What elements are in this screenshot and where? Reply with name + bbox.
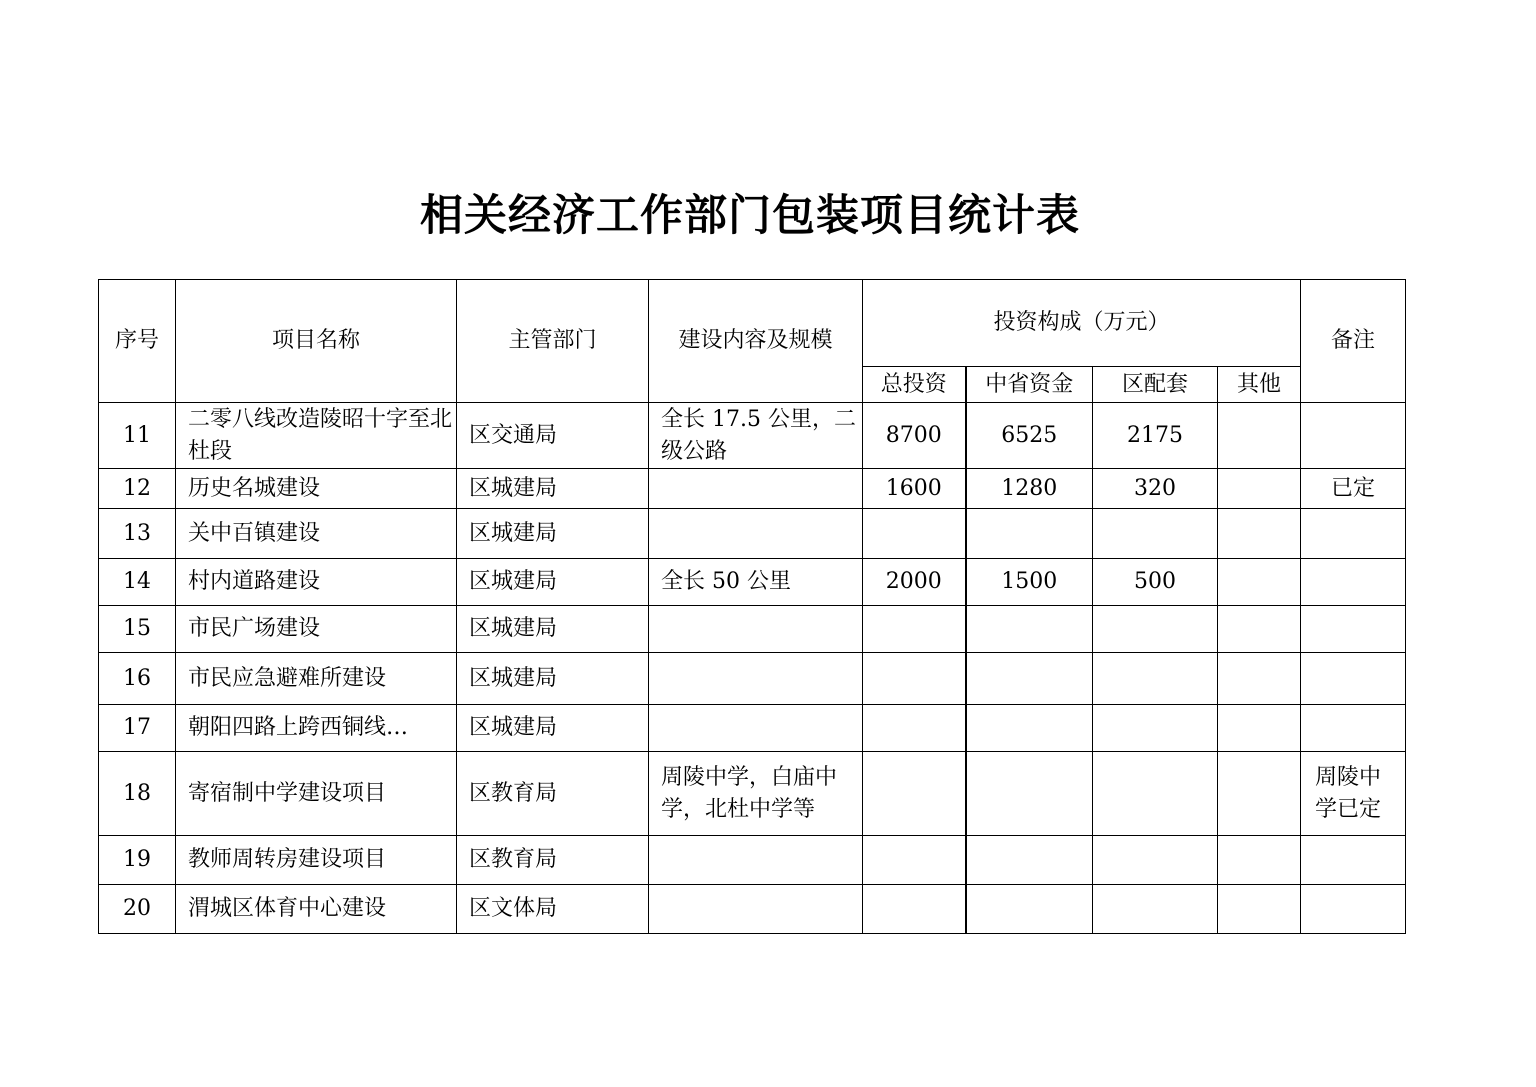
cell-provincial: [966, 509, 1093, 559]
cell-other: [1218, 836, 1301, 885]
header-other: 其他: [1218, 367, 1301, 403]
cell-name: 二零八线改造陵昭十字至北杜段: [176, 403, 457, 469]
table-row: [99, 559, 1406, 606]
cell-district: 2175: [1093, 403, 1218, 469]
cell-provincial: 1280: [966, 469, 1093, 509]
header-district: 区配套: [1093, 367, 1218, 403]
cell-dept: 区城建局: [457, 559, 649, 606]
header-dept: 主管部门: [457, 280, 649, 403]
cell-provincial: 6525: [966, 403, 1093, 469]
cell-content: [649, 836, 863, 885]
cell-provincial: [966, 836, 1093, 885]
cell-total: 1600: [863, 469, 966, 509]
cell-district: [1093, 885, 1218, 934]
header-invest-group: 投资构成（万元）: [863, 280, 1301, 367]
cell-district: [1093, 836, 1218, 885]
cell-name: 教师周转房建设项目: [176, 836, 457, 885]
cell-dept: 区文体局: [457, 885, 649, 934]
cell-district: 500: [1093, 559, 1218, 606]
cell-seq: 14: [99, 559, 176, 606]
cell-other: [1218, 469, 1301, 509]
cell-provincial: [966, 885, 1093, 934]
cell-seq: 11: [99, 403, 176, 469]
cell-remark: [1301, 705, 1406, 752]
table-row: [99, 509, 1406, 559]
header-row-1: [99, 280, 1406, 367]
cell-content: [649, 509, 863, 559]
cell-content: [649, 705, 863, 752]
cell-seq: 15: [99, 606, 176, 653]
cell-seq: 13: [99, 509, 176, 559]
cell-total: [863, 705, 966, 752]
cell-remark: [1301, 559, 1406, 606]
cell-name: 市民应急避难所建设: [176, 653, 457, 705]
header-total: 总投资: [863, 367, 966, 403]
cell-dept: 区城建局: [457, 606, 649, 653]
cell-other: [1218, 509, 1301, 559]
cell-seq: 18: [99, 752, 176, 836]
header-remark: 备注: [1301, 280, 1406, 403]
cell-total: [863, 653, 966, 705]
cell-seq: 17: [99, 705, 176, 752]
cell-name: 历史名城建设: [176, 469, 457, 509]
cell-dept: 区教育局: [457, 752, 649, 836]
cell-content: 全长 50 公里: [649, 559, 863, 606]
cell-dept: 区教育局: [457, 836, 649, 885]
cell-total: [863, 836, 966, 885]
cell-name: 村内道路建设: [176, 559, 457, 606]
cell-total: [863, 606, 966, 653]
page-title: 相关经济工作部门包装项目统计表: [420, 191, 1080, 241]
cell-other: [1218, 403, 1301, 469]
cell-district: [1093, 752, 1218, 836]
cell-name: 市民广场建设: [176, 606, 457, 653]
cell-other: [1218, 705, 1301, 752]
cell-remark: [1301, 885, 1406, 934]
cell-remark: [1301, 836, 1406, 885]
cell-content: [649, 606, 863, 653]
cell-total: [863, 752, 966, 836]
cell-seq: 20: [99, 885, 176, 934]
cell-district: 320: [1093, 469, 1218, 509]
cell-seq: 12: [99, 469, 176, 509]
cell-district: [1093, 509, 1218, 559]
cell-dept: 区城建局: [457, 509, 649, 559]
table-row: [99, 653, 1406, 705]
cell-dept: 区城建局: [457, 469, 649, 509]
cell-total: 2000: [863, 559, 966, 606]
cell-other: [1218, 752, 1301, 836]
table-row: [99, 752, 1406, 836]
cell-district: [1093, 606, 1218, 653]
cell-dept: 区城建局: [457, 653, 649, 705]
cell-other: [1218, 653, 1301, 705]
cell-remark: [1301, 509, 1406, 559]
cell-dept: 区城建局: [457, 705, 649, 752]
cell-content: [649, 885, 863, 934]
cell-seq: 16: [99, 653, 176, 705]
cell-seq: 19: [99, 836, 176, 885]
header-name: 项目名称: [176, 280, 457, 403]
cell-remark: [1301, 653, 1406, 705]
cell-remark: [1301, 606, 1406, 653]
cell-name: 渭城区体育中心建设: [176, 885, 457, 934]
table-row: [99, 836, 1406, 885]
cell-dept: 区交通局: [457, 403, 649, 469]
cell-provincial: 1500: [966, 559, 1093, 606]
cell-remark: 周陵中学已定: [1301, 752, 1406, 836]
cell-other: [1218, 559, 1301, 606]
cell-provincial: [966, 752, 1093, 836]
table-row: [99, 403, 1406, 469]
cell-provincial: [966, 653, 1093, 705]
table-row: [99, 705, 1406, 752]
header-seq: 序号: [99, 280, 176, 403]
cell-other: [1218, 606, 1301, 653]
cell-content: [649, 653, 863, 705]
cell-provincial: [966, 606, 1093, 653]
cell-content: [649, 469, 863, 509]
table-row: [99, 885, 1406, 934]
cell-provincial: [966, 705, 1093, 752]
cell-remark: [1301, 403, 1406, 469]
header-provincial: 中省资金: [966, 367, 1093, 403]
cell-remark: 已定: [1301, 469, 1406, 509]
cell-content: 全长 17.5 公里，二级公路: [649, 403, 863, 469]
project-stats-table: [98, 279, 1406, 934]
cell-name: 关中百镇建设: [176, 509, 457, 559]
table-row: [99, 469, 1406, 509]
cell-total: [863, 509, 966, 559]
table-row: [99, 606, 1406, 653]
cell-name: 寄宿制中学建设项目: [176, 752, 457, 836]
cell-district: [1093, 705, 1218, 752]
cell-total: [863, 885, 966, 934]
cell-name: 朝阳四路上跨西铜线…: [176, 705, 457, 752]
cell-content: 周陵中学，白庙中学，北杜中学等: [649, 752, 863, 836]
cell-other: [1218, 885, 1301, 934]
cell-district: [1093, 653, 1218, 705]
header-content: 建设内容及规模: [649, 280, 863, 403]
cell-total: 8700: [863, 403, 966, 469]
